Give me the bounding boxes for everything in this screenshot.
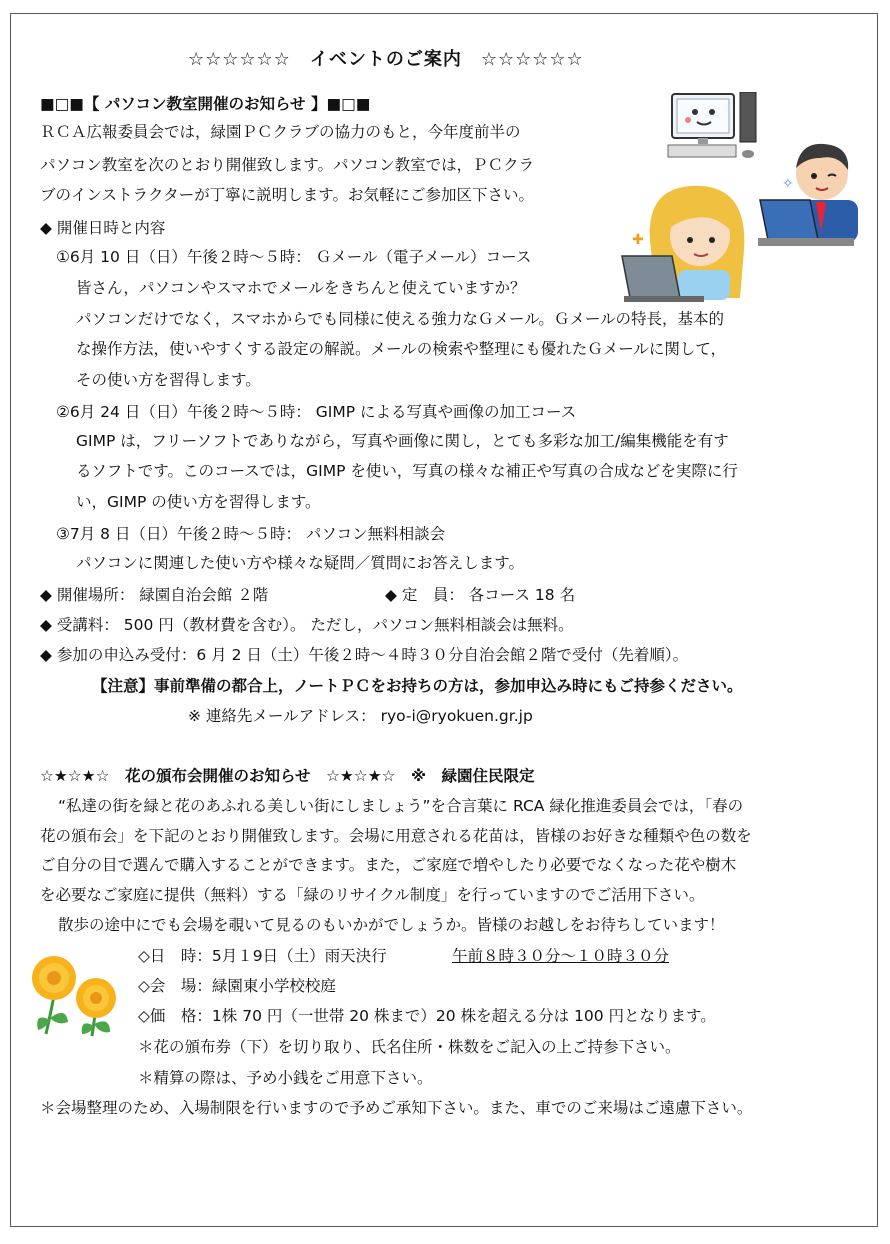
course1-line: パソコンだけでなく，スマホからでも同様に使える強力なＧメール。Ｇメールの特長，基本的	[76, 310, 725, 328]
flower-note: ＊精算の際は、予め小銭をご用意下さい。	[138, 1069, 433, 1087]
pc-heading: ■□■【 パソコン教室開催のお知らせ 】■□■	[40, 95, 371, 113]
course2-line: るソフトです。このコースでは，GIMP を使い，写真の様々な補正や写真の合成などを実際に行	[76, 462, 738, 480]
flower-note: ＊会場整理のため、入場制限を行いますので予めご承知下さい。また、車でのご来場はご遠慮下さい。	[40, 1099, 753, 1117]
notice-text: 【注意】事前準備の都合上，ノートＰＣをお持ちの方は，参加申込み時にもご持参ください。	[92, 677, 743, 695]
page-title: ☆☆☆☆☆☆ イベントのご案内 ☆☆☆☆☆☆	[188, 49, 584, 70]
course2-line: GIMP は，フリーソフトでありながら，写真や画像に関し，とても多彩な加工/編集機能を有す	[76, 432, 729, 450]
svg-text:✚: ✚	[632, 232, 644, 248]
course3-title: ③7月 8 日（日）午後２時～５時： パソコン無料相談会	[56, 525, 446, 543]
course1-title: ①6月 10 日（日）午後２時～５時： Ｇメール（電子メール）コース	[56, 248, 532, 266]
flower-price: ◇価 格：1株 70 円（一世帯 20 株まで）20 株を超える分は 100 円となります。	[138, 1007, 716, 1025]
venue-info: ◆ 開催場所： 緑園自治会館 ２階	[40, 586, 269, 604]
pc-intro-line: ブのインストラクターが丁寧に説明します。お気軽にご参加区下さい。	[40, 186, 534, 204]
computer-monitor-icon	[664, 92, 760, 164]
course1-line: その使い方を習得します。	[76, 371, 261, 389]
course2-title: ②6月 24 日（日）午後２時～５時： GIMP による写真や画像の加工コース	[56, 403, 577, 421]
pc-intro-line: パソコン教室を次のとおり開催致します。パソコン教室では，ＰＣクラ	[40, 156, 535, 174]
svg-text:✧: ✧	[782, 176, 794, 192]
woman-with-laptop-icon	[620, 180, 760, 304]
course3-line: パソコンに関連した使い方や様々な疑問／質問にお答えします。	[76, 554, 524, 572]
flower-intro-line: 花の頒布会」を下記のとおり開催致します。会場に用意される花苗は，皆様のお好きな種類や色の数を	[40, 827, 752, 845]
course1-line: 皆さん，パソコンやスマホでメールをきちんと使えていますか？	[76, 279, 526, 297]
flower-intro-line: “私達の街を緑と花のあふれる美しい街にしましょう”を合言葉に RCA 緑化推進委員会では，「春の	[58, 797, 744, 815]
schedule-heading: ◆ 開催日時と内容	[40, 219, 166, 237]
flower-date-time: 午前８時３０分～１０時３０分	[452, 947, 670, 965]
marigold-flowers-icon	[24, 956, 124, 1038]
course1-line: な操作方法，使いやすくする設定の解説。メールの検索や整理にも優れたＧメールに関して，	[76, 340, 727, 358]
flower-date-label: ◇日 時：5月１9日（土）雨天決行	[138, 947, 387, 965]
flower-intro-line: 散歩の途中にでも会場を覗いて見るのもいかがでしょうか。皆様のお越しをお待ちしています！	[58, 916, 725, 934]
man-with-laptop-icon	[758, 128, 868, 250]
flower-intro-line: ご自分の目で選んで購入することができます。また，ご家庭で増やしたり必要でなくなった花や樹木	[40, 856, 737, 874]
pc-intro-line: ＲＣＡ広報委員会では，緑園ＰＣクラブの協力のもと，今年度前半の	[40, 123, 521, 141]
flower-heading: ☆★☆★☆ 花の頒布会開催のお知らせ ☆★☆★☆ ※ 緑園住民限定	[40, 767, 535, 785]
flower-place: ◇会 場：緑園東小学校校庭	[138, 977, 336, 995]
fee-info: ◆ 受講料： 500 円（教材費を含む）。 ただし，パソコン無料相談会は無料。	[40, 616, 574, 634]
course2-line: い，GIMP の使い方を習得します。	[76, 493, 321, 511]
flower-note: ＊花の頒布券（下）を切り取り、氏名住所・株数をご記入の上ご持参下さい。	[138, 1038, 681, 1056]
apply-info: ◆ 参加の申込み受付：6 月 2 日（土）午後２時～４時３０分自治会館２階で受付（先着順）。	[40, 646, 689, 664]
capacity-info: ◆ 定 員： 各コース 18 名	[385, 586, 576, 604]
contact-email: ※ 連絡先メールアドレス： ryo-i@ryokuen.gr.jp	[188, 707, 533, 725]
flower-intro-line: を必要なご家庭に提供（無料）する「緑のリサイクル制度」を行っていますのでご活用下さい。	[40, 886, 705, 904]
